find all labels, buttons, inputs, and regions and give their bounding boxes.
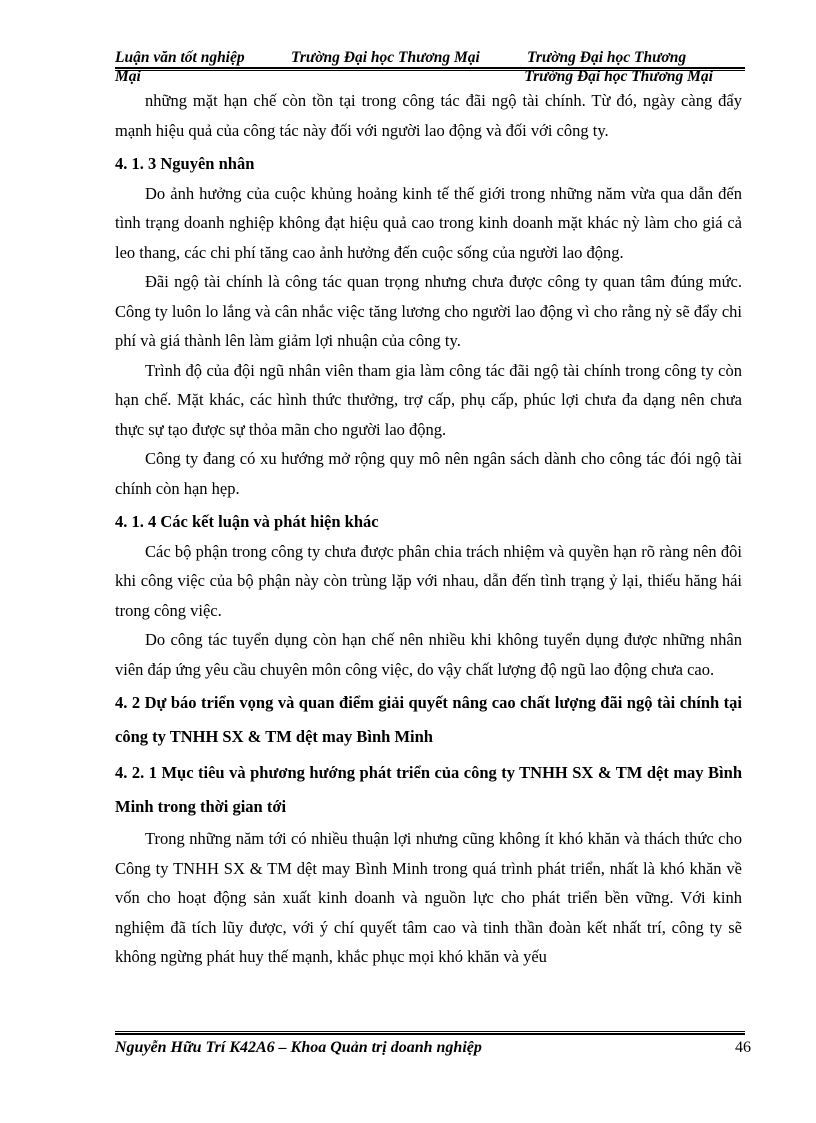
section-heading-4-2: 4. 2 Dự báo triển vọng và quan điểm giải quyết nâng cao chất lượng đãi ngộ tài chính tại công ty TNHH SX & TM dệt may Bình Minh: [115, 693, 742, 746]
page-content: [115, 86, 742, 972]
header-university-2-cont: Mại: [115, 68, 141, 85]
paragraph: Do công tác tuyển dụng còn hạn chế nên nhiều khi không tuyển dụng được những nhân viên đáp ứng yêu cầu chuyên môn công việc, do vậy chất lượng độ ngũ lao động chưa cao.: [115, 630, 742, 679]
header-university-2: Trường Đại học Thương: [527, 49, 687, 66]
paragraph: Các bộ phận trong công ty chưa được phân chia trách nhiệm và quyền hạn rõ ràng nên đôi khi công việc của bộ phận này còn trùng lặp với nhau, dẫn đến tình trạng ỷ lại, thiếu hăng hái trong công việc.: [115, 541, 742, 620]
paragraph: Trình độ của đội ngũ nhân viên tham gia làm công tác đãi ngộ tài chính trong công ty còn hạn chế. Mặt khác, các hình thức thưởng, trợ cấp, phụ cấp, phúc lợi chưa đa dạng nên chưa thực sự tạo được sự thỏa mãn cho người lao động.: [115, 360, 742, 439]
running-footer: [115, 1038, 751, 1058]
footer-rule: [115, 1031, 745, 1035]
footer-author: Nguyễn Hữu Trí K42A6 – Khoa Quản trị doanh nghiệp: [115, 1039, 482, 1056]
paragraph: Công ty đang có xu hướng mở rộng quy mô nên ngân sách dành cho công tác đói ngộ tài chính còn hạn hẹp.: [115, 449, 742, 498]
paragraph: những mặt hạn chế còn tồn tại trong công tác đãi ngộ tài chính. Từ đó, ngày càng đẩy mạnh hiệu quả của công tác này đối với người lao động và đối với công ty.: [115, 91, 742, 140]
section-heading-4-2-1: 4. 2. 1 Mục tiêu và phương hướng phát triển của công ty TNHH SX & TM dệt may Bình Minh trong thời gian tới: [115, 763, 742, 816]
page-number: 46: [735, 1039, 751, 1056]
section-heading-4-1-4: 4. 1. 4 Các kết luận và phát hiện khác: [115, 512, 379, 531]
paragraph: Trong những năm tới có nhiều thuận lợi nhưng cũng không ít khó khăn và thách thức cho Công ty TNHH SX & TM dệt may Bình Minh trong quá trình phát triển, nhất là khó khăn về vốn cho hoạt động sản xuất kinh doanh và nguồn lực cho phát triển bền vững. Với kinh nghiệm đã tích lũy được, với ý chí quyết tâm cao và tinh thần đoàn kết nhất trí, công ty sẽ không ngừng phát huy thế mạnh, khắc phục mọi khó khăn và yếu: [115, 829, 742, 966]
paragraph: Do ảnh hưởng của cuộc khủng hoảng kinh tế thế giới trong những năm vừa qua dẫn đến tình trạng doanh nghiệp không đạt hiệu quả cao trong kinh doanh mặt khác nỳ làm cho giá cả leo thang, các chi phí tăng cao ảnh hưởng đến cuộc sống của người lao động.: [115, 183, 742, 262]
header-university-3: Trường Đại học Thương Mại: [524, 68, 713, 85]
header-thesis-label: Luận văn tốt nghiệp: [115, 49, 245, 66]
section-heading-4-1-3: 4. 1. 3 Nguyên nhân: [115, 154, 255, 173]
header-line-1: [115, 48, 745, 67]
paragraph: Đãi ngộ tài chính là công tác quan trọng nhưng chưa được công ty quan tâm đúng mức. Công ty luôn lo lắng và cân nhắc việc tăng lương cho người lao động vì cho rằng nỳ sẽ đẩy chi phí và giá thành lên làm giảm lợi nhuận của công ty.: [115, 272, 742, 350]
header-rule: [115, 67, 745, 71]
header-university-1: Trường Đại học Thương Mại: [291, 49, 480, 66]
